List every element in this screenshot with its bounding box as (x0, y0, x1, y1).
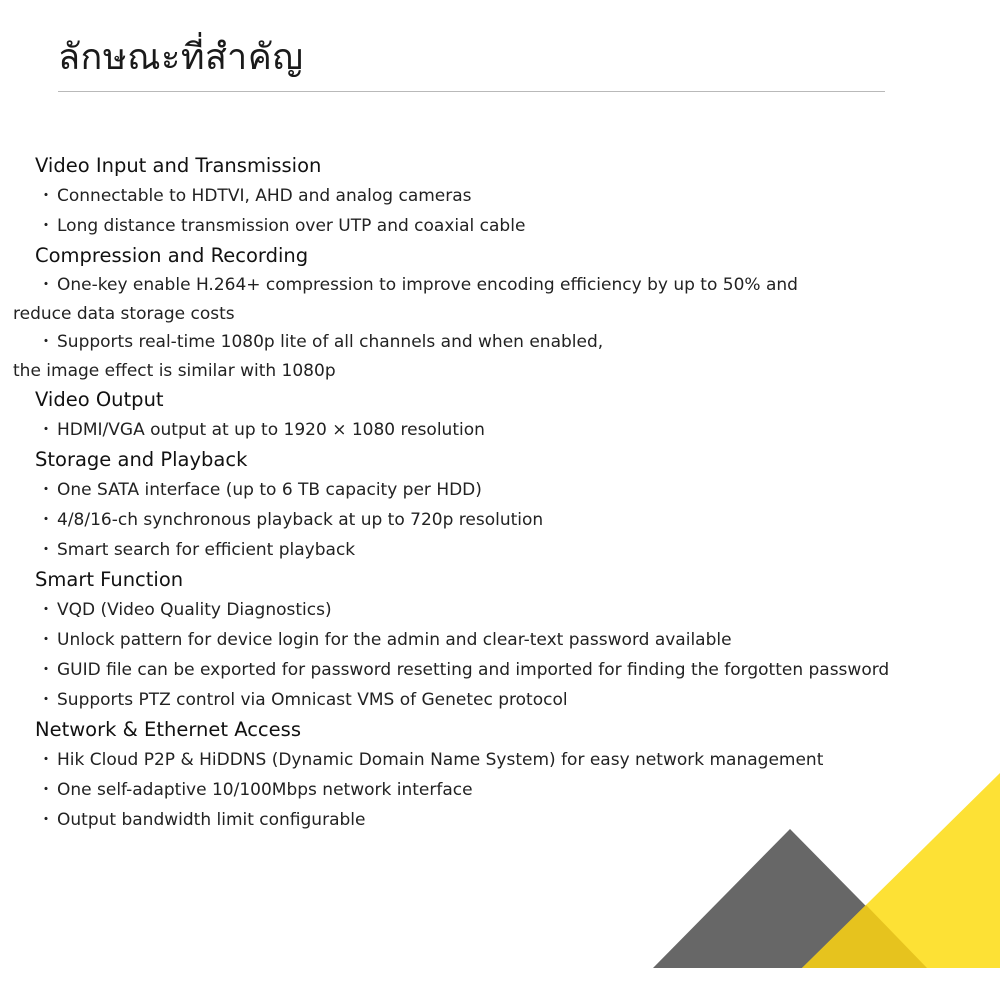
bullet-item (35, 475, 965, 505)
bullet-text: Output bandwidth limit configurable (57, 810, 366, 830)
bullet-text: VQD (Video Quality Diagnostics) (57, 600, 332, 620)
overlap-triangle (802, 905, 927, 968)
bullet-text: GUID file can be exported for password resetting and imported for finding the forgotten password (57, 660, 890, 680)
bullet-item (13, 271, 965, 328)
bullet-text: Smart search for efficient playback (57, 540, 356, 560)
bullet-text: Long distance transmission over UTP and coaxial cable (57, 216, 526, 236)
bullet-text: HDMI/VGA output at up to 1920 × 1080 resolution (57, 420, 485, 440)
bullet-text: Connectable to HDTVI, AHD and analog cameras (57, 186, 472, 206)
title-divider (58, 91, 885, 92)
bullet-text: One self-adaptive 10/100Mbps network interface (57, 780, 473, 800)
bullet-item (35, 775, 965, 805)
bullet-dot: ・ (37, 630, 55, 650)
bullet-dot: ・ (37, 480, 55, 500)
bullet-dot: ・ (37, 186, 55, 206)
section-heading: Storage and Playback (35, 448, 248, 471)
bullet-item (35, 595, 965, 625)
section-heading: Compression and Recording (35, 244, 309, 267)
bullet-dot: ・ (37, 810, 55, 830)
bullet-item (35, 211, 965, 241)
section-heading: Network & Ethernet Access (35, 718, 301, 741)
bullet-dot: ・ (37, 510, 55, 530)
section-heading: Smart Function (35, 568, 184, 591)
bullet-text: One-key enable H.264+ compression to improve encoding efficiency by up to 50% and (57, 275, 798, 295)
bullet-text: Supports real-time 1080p lite of all channels and when enabled, (57, 332, 604, 352)
bullet-text: 4/8/16-ch synchronous playback at up to 720p resolution (57, 510, 544, 530)
bullet-dot: ・ (37, 690, 55, 710)
bullet-item (35, 181, 965, 211)
section-heading: Video Output (35, 388, 164, 411)
bullet-dot: ・ (37, 750, 55, 770)
bullet-dot: ・ (37, 275, 55, 295)
bullet-dot: ・ (37, 540, 55, 560)
bullet-dot: ・ (37, 780, 55, 800)
bullet-text-continued: the image effect is similar with 1080p (13, 360, 336, 381)
bullet-item (35, 535, 965, 565)
bullet-dot: ・ (37, 660, 55, 680)
bullet-item (35, 415, 965, 445)
bullet-dot: ・ (37, 216, 55, 236)
bullet-text: Hik Cloud P2P & HiDDNS (Dynamic Domain Name System) for easy network management (57, 750, 824, 770)
feature-list (13, 151, 965, 835)
bullet-item (13, 328, 965, 385)
bullet-dot: ・ (37, 420, 55, 440)
bullet-item (35, 745, 965, 775)
bullet-dot: ・ (37, 600, 55, 620)
bullet-dot: ・ (37, 332, 55, 352)
bullet-item (35, 625, 965, 655)
bullet-item (35, 655, 965, 685)
bullet-text: Unlock pattern for device login for the admin and clear-text password available (57, 630, 732, 650)
bullet-text: One SATA interface (up to 6 TB capacity per HDD) (57, 480, 482, 500)
bullet-text: Supports PTZ control via Omnicast VMS of Genetec protocol (57, 690, 568, 710)
gray-triangle (653, 829, 927, 968)
section-heading: Video Input and Transmission (35, 154, 322, 177)
bullet-item (35, 685, 965, 715)
bullet-item (35, 505, 965, 535)
bullet-text-continued: reduce data storage costs (13, 303, 235, 324)
page-title: ลักษณะที่สำคัญ (58, 37, 304, 78)
bullet-item (35, 805, 965, 835)
